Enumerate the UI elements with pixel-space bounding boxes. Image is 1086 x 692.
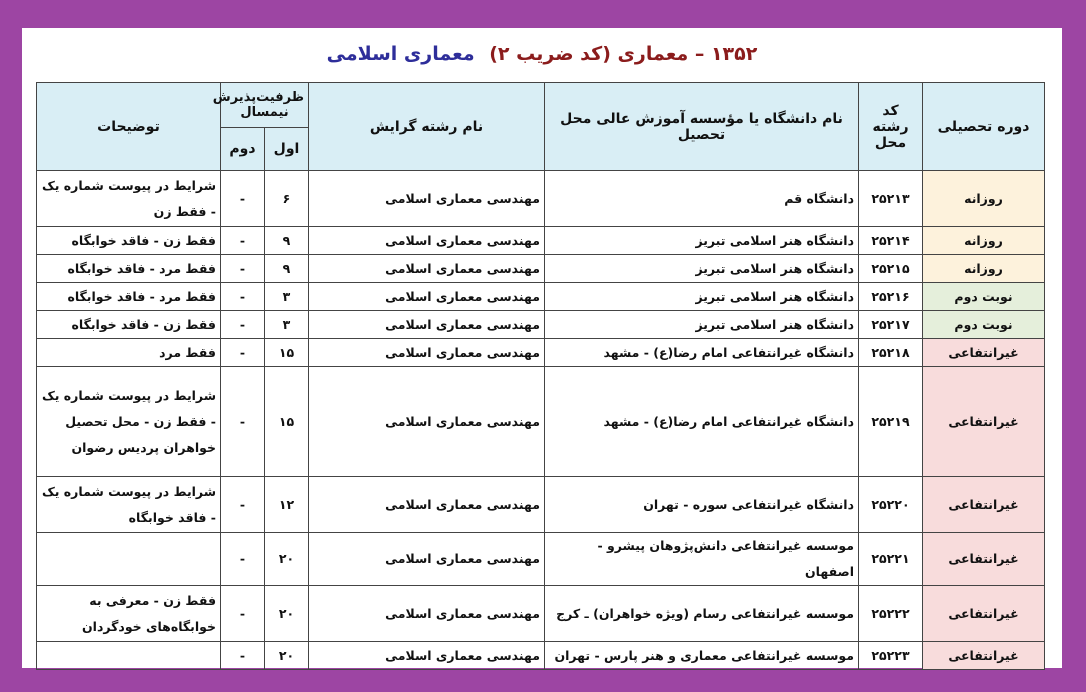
code-cell: ۲۵۲۲۳ xyxy=(859,642,923,670)
header-capacity-line2: نیمسال xyxy=(240,105,289,120)
code-cell: ۲۵۲۱۴ xyxy=(859,227,923,255)
period-cell: نوبت دوم xyxy=(923,283,1045,311)
university-cell: دانشگاه غیرانتفاعی سوره - تهران xyxy=(545,477,859,533)
code-cell: ۲۵۲۱۶ xyxy=(859,283,923,311)
table-row xyxy=(37,586,1045,642)
period-cell: روزانه xyxy=(923,171,1045,227)
notes-cell: فقط مرد xyxy=(37,339,221,367)
notes-cell: فقط مرد - فاقد خوابگاه xyxy=(37,283,221,311)
capacity-first-cell: ۱۲ xyxy=(265,477,309,533)
code-cell: ۲۵۲۱۳ xyxy=(859,171,923,227)
header-code xyxy=(859,83,923,171)
header-period: دوره تحصیلی xyxy=(923,83,1045,171)
period-cell: غیرانتفاعی xyxy=(923,339,1045,367)
capacity-first-cell: ۱۵ xyxy=(265,367,309,477)
capacity-first-cell: ۶ xyxy=(265,171,309,227)
code-cell: ۲۵۲۱۹ xyxy=(859,367,923,477)
header-code-line2: محل xyxy=(874,134,907,151)
notes-cell: فقط مرد - فاقد خوابگاه xyxy=(37,255,221,283)
notes-cell xyxy=(37,642,221,670)
document-sheet xyxy=(22,28,1062,668)
notes-cell: فقط زن - فاقد خوابگاه xyxy=(37,311,221,339)
university-cell: دانشگاه غیرانتفاعی امام رضا(ع) - مشهد xyxy=(545,339,859,367)
page-title xyxy=(22,40,1062,68)
table-row xyxy=(37,255,1045,283)
code-cell: ۲۵۲۲۰ xyxy=(859,477,923,533)
notes-cell: فقط زن - معرفی به خوابگاه‌های خودگردان xyxy=(37,586,221,642)
capacity-second-cell: - xyxy=(221,642,265,670)
capacity-first-cell: ۲۰ xyxy=(265,586,309,642)
capacity-second-cell: - xyxy=(221,477,265,533)
period-cell: غیرانتفاعی xyxy=(923,642,1045,670)
header-notes: توضیحات xyxy=(37,83,221,171)
university-cell: دانشگاه هنر اسلامی تبریز xyxy=(545,283,859,311)
table-row xyxy=(37,477,1045,533)
capacity-second-cell: - xyxy=(221,586,265,642)
table-row xyxy=(37,171,1045,227)
field-cell: مهندسی معماری اسلامی xyxy=(309,586,545,642)
header-university: نام دانشگاه یا مؤسسه آموزش عالی محل تحصیل xyxy=(545,83,859,171)
period-cell: غیرانتفاعی xyxy=(923,533,1045,586)
capacity-second-cell: - xyxy=(221,311,265,339)
code-cell: ۲۵۲۲۱ xyxy=(859,533,923,586)
period-cell: غیرانتفاعی xyxy=(923,367,1045,477)
table-body xyxy=(37,171,1045,670)
university-cell: دانشگاه هنر اسلامی تبریز xyxy=(545,255,859,283)
university-cell: موسسه غیرانتفاعی رسام (ویژه خواهران) ـ کرج xyxy=(545,586,859,642)
university-cell: دانشگاه هنر اسلامی تبریز xyxy=(545,227,859,255)
university-cell: دانشگاه قم xyxy=(545,171,859,227)
field-cell: مهندسی معماری اسلامی xyxy=(309,367,545,477)
field-cell: مهندسی معماری اسلامی xyxy=(309,227,545,255)
code-cell: ۲۵۲۱۵ xyxy=(859,255,923,283)
capacity-first-cell: ۹ xyxy=(265,255,309,283)
notes-cell: فقط زن - فاقد خوابگاه xyxy=(37,227,221,255)
capacity-second-cell: - xyxy=(221,171,265,227)
header-capacity-line1: ظرفیت‌پذیرش xyxy=(212,90,304,105)
notes-cell xyxy=(37,533,221,586)
field-cell: مهندسی معماری اسلامی xyxy=(309,171,545,227)
university-cell: موسسه غیرانتفاعی دانش‌پژوهان پیشرو - اصفهان xyxy=(545,533,859,586)
field-cell: مهندسی معماری اسلامی xyxy=(309,283,545,311)
header-second: دوم xyxy=(221,128,265,171)
notes-cell: شرایط در پیوست شماره یک - فقط زن - محل تحصیل خواهران پردیس رضوان xyxy=(37,367,221,477)
period-cell: روزانه xyxy=(923,227,1045,255)
header-code-line1: کد رشته xyxy=(872,102,909,135)
table-row xyxy=(37,533,1045,586)
capacity-second-cell: - xyxy=(221,533,265,586)
period-cell: غیرانتفاعی xyxy=(923,586,1045,642)
university-cell: موسسه غیرانتفاعی معماری و هنر پارس - تهران xyxy=(545,642,859,670)
period-cell: غیرانتفاعی xyxy=(923,477,1045,533)
capacity-first-cell: ۲۰ xyxy=(265,533,309,586)
title-main: ۱۳۵۲ – معماری (کد ضریب ۲) xyxy=(489,43,758,65)
university-cell: دانشگاه هنر اسلامی تبریز xyxy=(545,311,859,339)
header-field: نام رشته گرایش xyxy=(309,83,545,171)
capacity-first-cell: ۳ xyxy=(265,311,309,339)
capacity-second-cell: - xyxy=(221,255,265,283)
capacity-second-cell: - xyxy=(221,339,265,367)
capacity-second-cell: - xyxy=(221,367,265,477)
notes-cell: شرایط در پیوست شماره یک - فقط زن xyxy=(37,171,221,227)
field-cell: مهندسی معماری اسلامی xyxy=(309,642,545,670)
table-row xyxy=(37,642,1045,670)
code-cell: ۲۵۲۱۸ xyxy=(859,339,923,367)
field-cell: مهندسی معماری اسلامی xyxy=(309,255,545,283)
field-cell: مهندسی معماری اسلامی xyxy=(309,339,545,367)
capacity-first-cell: ۲۰ xyxy=(265,642,309,670)
field-cell: مهندسی معماری اسلامی xyxy=(309,311,545,339)
period-cell: روزانه xyxy=(923,255,1045,283)
programs-table xyxy=(36,82,1045,670)
title-subtitle: معماری اسلامی xyxy=(326,43,475,65)
field-cell: مهندسی معماری اسلامی xyxy=(309,477,545,533)
university-cell: دانشگاه غیرانتفاعی امام رضا(ع) - مشهد xyxy=(545,367,859,477)
table-row xyxy=(37,311,1045,339)
header-first: اول xyxy=(265,128,309,171)
table-row xyxy=(37,283,1045,311)
notes-cell: شرایط در پیوست شماره یک - فاقد خوابگاه xyxy=(37,477,221,533)
capacity-first-cell: ۱۵ xyxy=(265,339,309,367)
table-row xyxy=(37,339,1045,367)
capacity-second-cell: - xyxy=(221,227,265,255)
code-cell: ۲۵۲۲۲ xyxy=(859,586,923,642)
capacity-first-cell: ۳ xyxy=(265,283,309,311)
field-cell: مهندسی معماری اسلامی xyxy=(309,533,545,586)
capacity-first-cell: ۹ xyxy=(265,227,309,255)
capacity-second-cell: - xyxy=(221,283,265,311)
table-row xyxy=(37,367,1045,477)
period-cell: نوبت دوم xyxy=(923,311,1045,339)
code-cell: ۲۵۲۱۷ xyxy=(859,311,923,339)
table-row xyxy=(37,227,1045,255)
header-capacity xyxy=(212,83,309,128)
